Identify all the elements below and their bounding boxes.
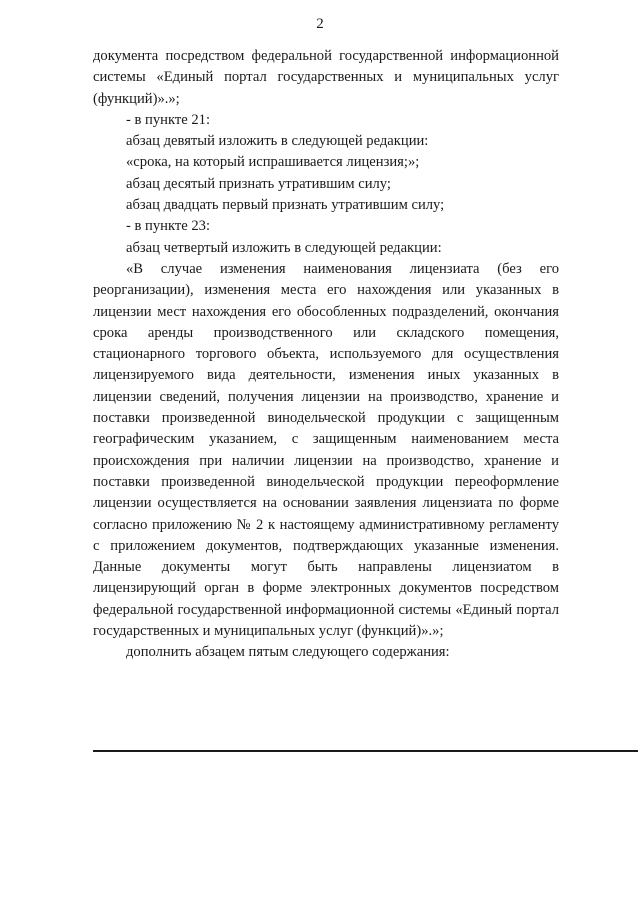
paragraph-continuation: документа посредством федеральной государственной информационной системы «Единый портал государственных и муниципальных услуг (функций)».»; <box>93 48 559 107</box>
paragraph-add-fifth: дополнить абзацем пятым следующего содержания: <box>126 644 450 661</box>
page-bottom-rule <box>93 750 638 752</box>
paragraph-tenth-void: абзац десятый признать утратившим силу; <box>126 175 391 192</box>
paragraph-fourth-text: «В случае изменения наименования лицензиата (без его реорганизации), изменения места его нахождения или указанных в лицензии мест нахождения его обособленных подразделений, окончания срока аренды производственного или складского помещения, стационарного торгового объекта, используемого для осуществления лицензируемого вида деятельности, изменения иных указанных в лицензии сведений, получения лицензии на производство, хранение и поставки произведенной винодельческой продукции с защищенным географическим указанием, с защищенным наименованием места происхождения при наличии лицензии на производство, хранение и поставки произведенной винодельческой продукции переоформление лицензии осуществляется на основании заявления лицензиата по форме согласно приложению № 2 к настоящему административному регламенту с приложением документов, подтверждающих указанные изменения. Данные документы могут быть направлены лицензиатом в лицензирующий орган в форме электронных документов посредством федеральной государственной информационной системы «Единый портал государственных и муниципальных услуг (функций)».»; <box>93 260 559 640</box>
paragraph-item-23: - в пункте 23: <box>126 218 211 235</box>
document-body <box>93 46 559 664</box>
paragraph-twenty-first-void: абзац двадцать первый признать утратившим силу; <box>126 197 445 214</box>
page-number: 2 <box>316 16 324 32</box>
paragraph-fourth-edit: абзац четвертый изложить в следующей редакции: <box>126 239 442 256</box>
paragraph-ninth-text: «срока, на который испрашивается лицензия;»; <box>126 154 420 171</box>
paragraph-item-21: - в пункте 21: <box>126 111 211 128</box>
paragraph-ninth-edit: абзац девятый изложить в следующей редакции: <box>126 133 429 150</box>
